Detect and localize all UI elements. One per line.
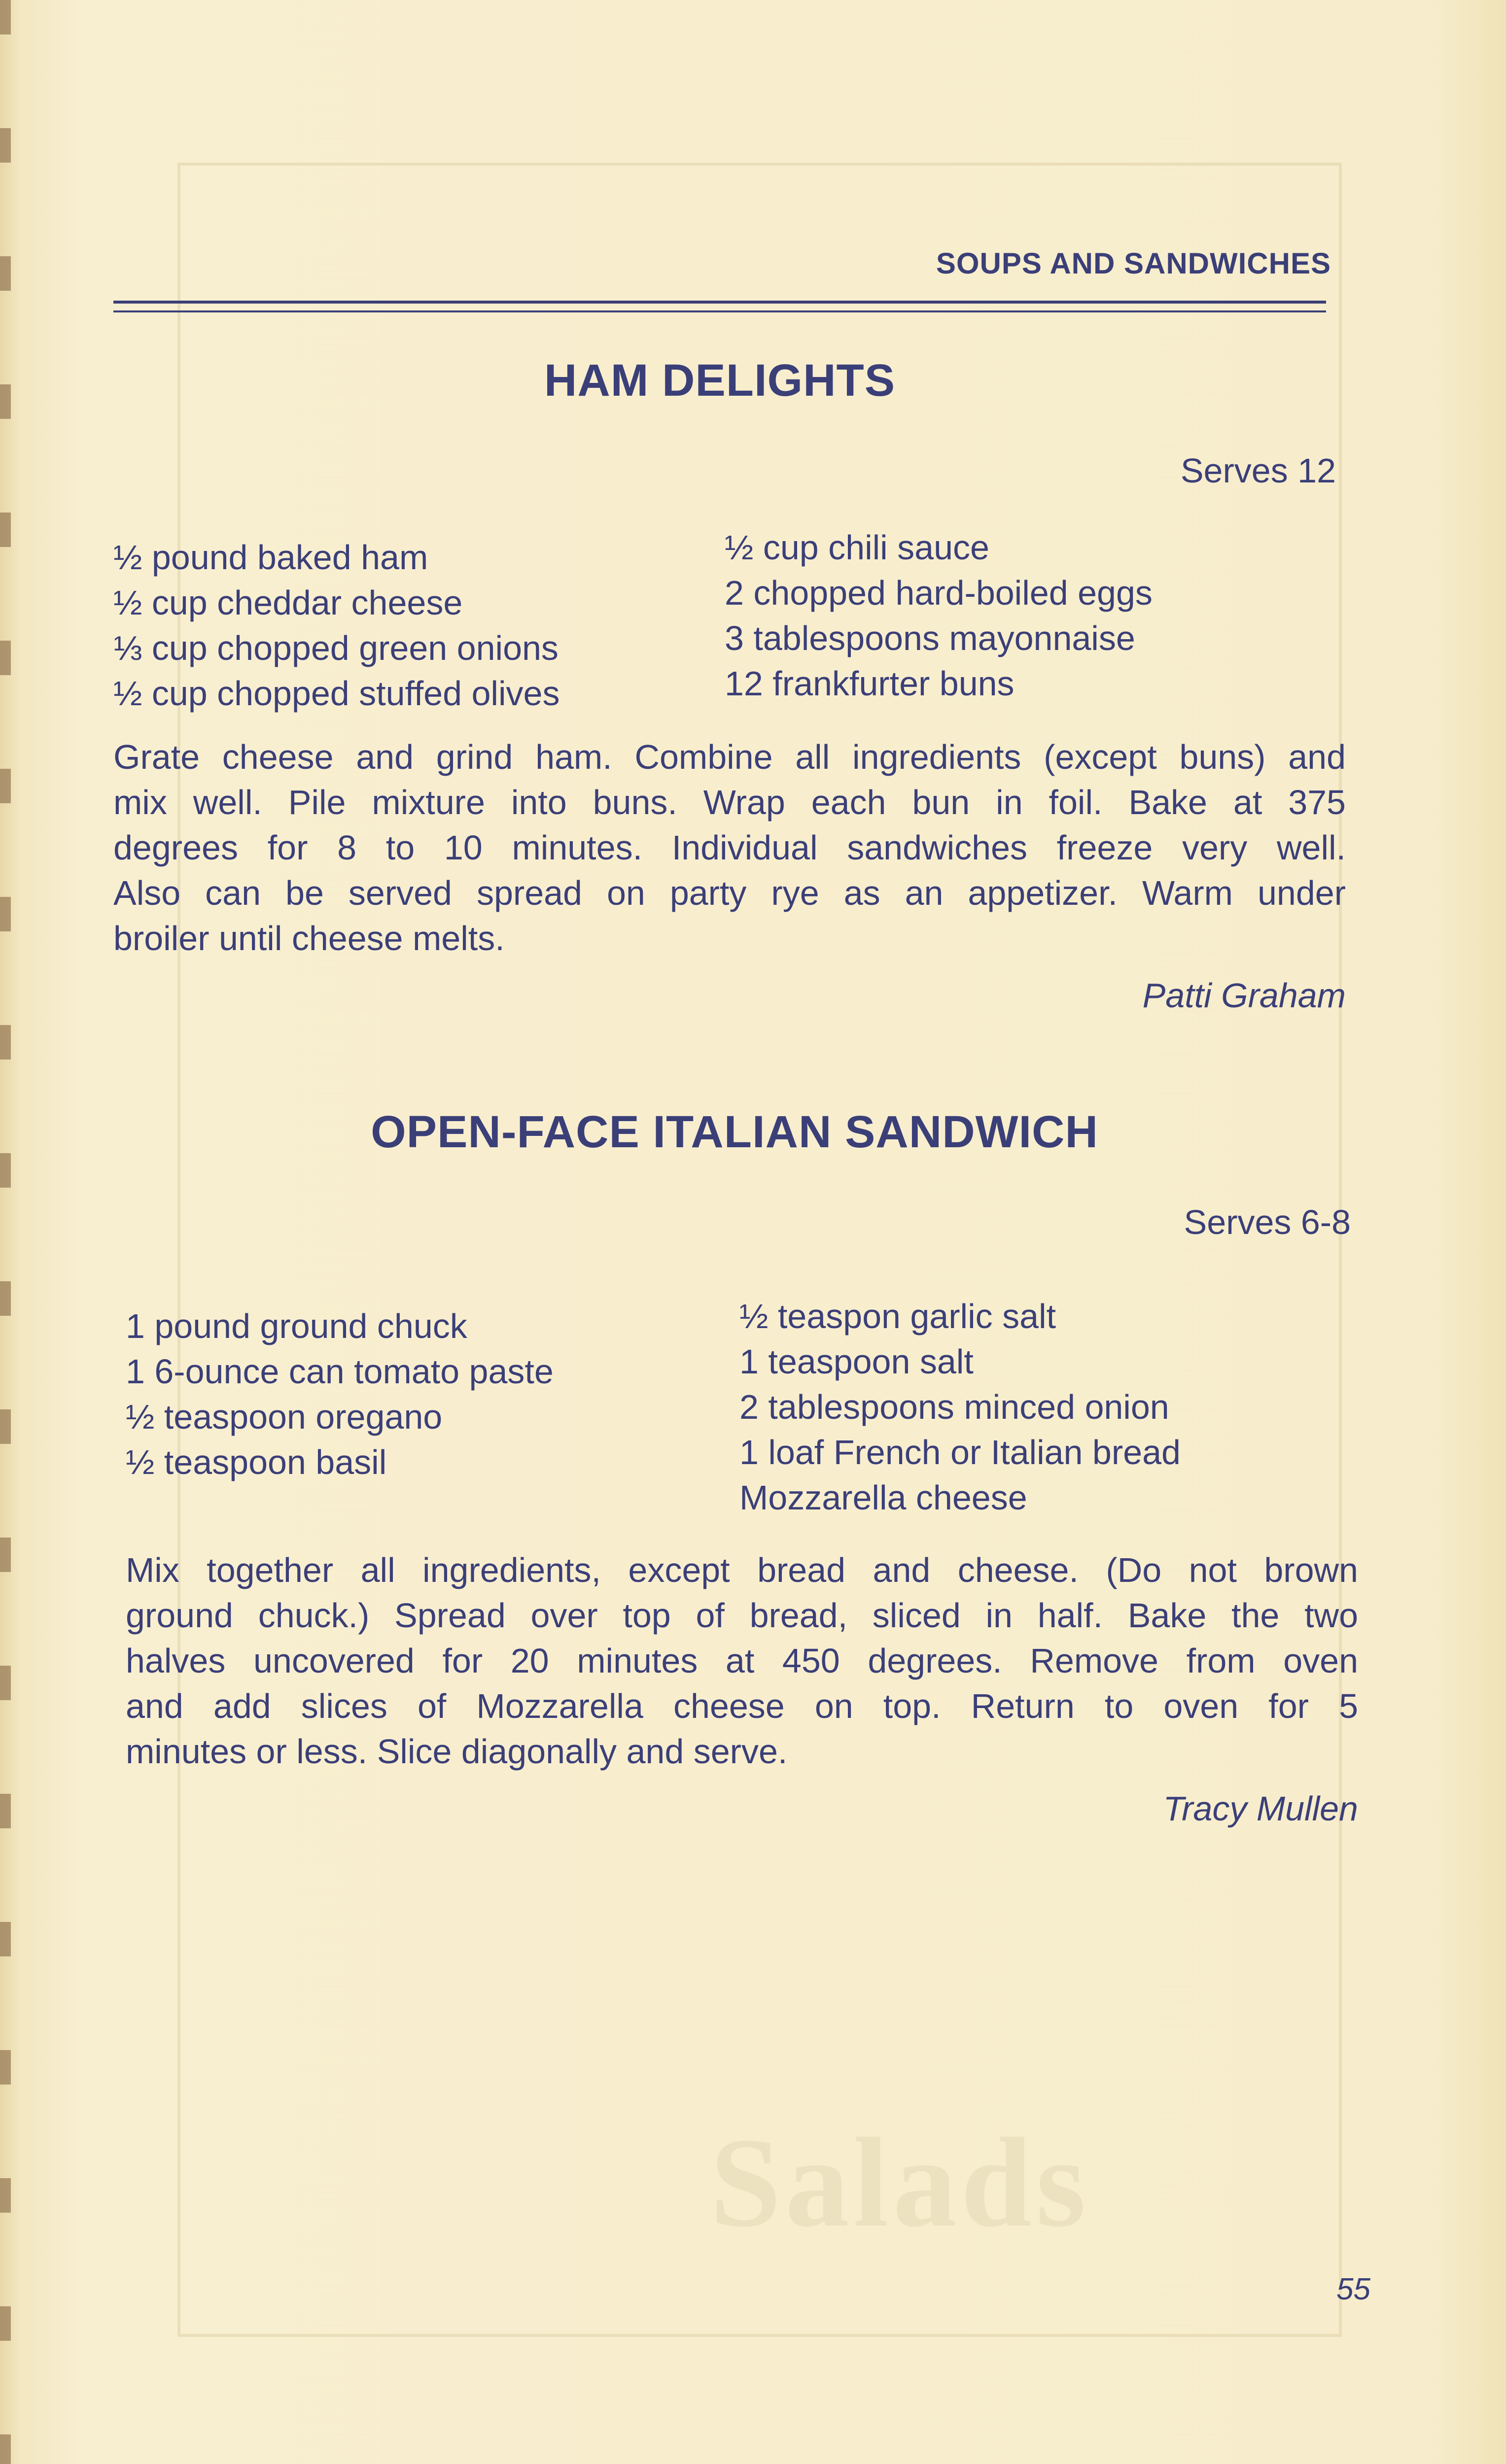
page-number: 55 — [1336, 2272, 1370, 2306]
directions-line: mix well. Pile mixture into buns. Wrap each bun in foil. Bake at 375 — [113, 783, 1346, 821]
directions-line: and add slices of Mozzarella cheese on top. Return to oven for 5 — [126, 1687, 1358, 1725]
recipe-title: HAM DELIGHTS — [544, 355, 896, 406]
directions-line: ground chuck.) Spread over top of bread, sliced in half. Bake the two — [126, 1596, 1358, 1635]
spiral-binding-edge — [0, 0, 11, 2464]
ingredient-item: ½ teaspoon oregano — [126, 1398, 443, 1436]
recipe-directions — [126, 1547, 1358, 1774]
recipe-serves: Serves 6-8 — [1184, 1203, 1351, 1241]
ingredient-item: 1 teaspoon salt — [739, 1342, 974, 1381]
directions-line: Mix together all ingredients, except bread and cheese. (Do not brown — [126, 1551, 1358, 1589]
directions-line: broiler until cheese melts. — [113, 919, 505, 958]
directions-line: halves uncovered for 20 minutes at 450 degrees. Remove from oven — [126, 1642, 1358, 1680]
ingredient-item: ½ cup cheddar cheese — [113, 583, 463, 622]
ingredient-item: ½ teaspon garlic salt — [739, 1297, 1056, 1335]
ingredient-item: 2 chopped hard-boiled eggs — [725, 574, 1153, 612]
ingredient-item: 1 pound ground chuck — [126, 1307, 467, 1345]
ingredients-right-column — [725, 525, 1153, 706]
ingredients-right-column — [739, 1294, 1181, 1520]
header-rule-bottom — [113, 310, 1326, 312]
ingredient-item: ½ teaspoon basil — [126, 1443, 387, 1481]
show-through-frame — [177, 163, 1342, 2337]
ingredient-item: ½ cup chopped stuffed olives — [113, 674, 560, 713]
ingredients-left-column — [126, 1303, 554, 1485]
ingredient-item: Mozzarella cheese — [739, 1478, 1027, 1517]
recipe-directions — [113, 734, 1346, 961]
directions-line: Also can be served spread on party rye as an appetizer. Warm under — [113, 874, 1346, 912]
ingredient-item: 1 6-ounce can tomato paste — [126, 1352, 554, 1391]
ingredient-item: 1 loaf French or Italian bread — [739, 1433, 1181, 1472]
section-header: SOUPS AND SANDWICHES — [936, 247, 1331, 280]
recipe-title: OPEN-FACE ITALIAN SANDWICH — [371, 1107, 1098, 1157]
ingredient-item: 3 tablespoons mayonnaise — [725, 619, 1135, 657]
ingredient-item: 12 frankfurter buns — [725, 664, 1015, 703]
ingredient-item: ½ cup chili sauce — [725, 528, 989, 567]
recipe-author: Patti Graham — [1142, 976, 1346, 1015]
directions-line: minutes or less. Slice diagonally and serve. — [126, 1732, 788, 1771]
ingredient-item: ⅓ cup chopped green onions — [113, 629, 559, 667]
recipe-author: Tracy Mullen — [1163, 1789, 1358, 1828]
ingredient-item: 2 tablespoons minced onion — [739, 1388, 1169, 1426]
show-through-watermark: Salads — [710, 2112, 1090, 2254]
recipe-serves: Serves 12 — [1180, 451, 1336, 490]
directions-line: Grate cheese and grind ham. Combine all ingredients (except buns) and — [113, 738, 1346, 776]
ingredient-item: ½ pound baked ham — [113, 538, 428, 577]
ingredients-left-column — [113, 535, 560, 716]
header-rule-top — [113, 301, 1326, 304]
directions-line: degrees for 8 to 10 minutes. Individual sandwiches freeze very well. — [113, 828, 1346, 867]
